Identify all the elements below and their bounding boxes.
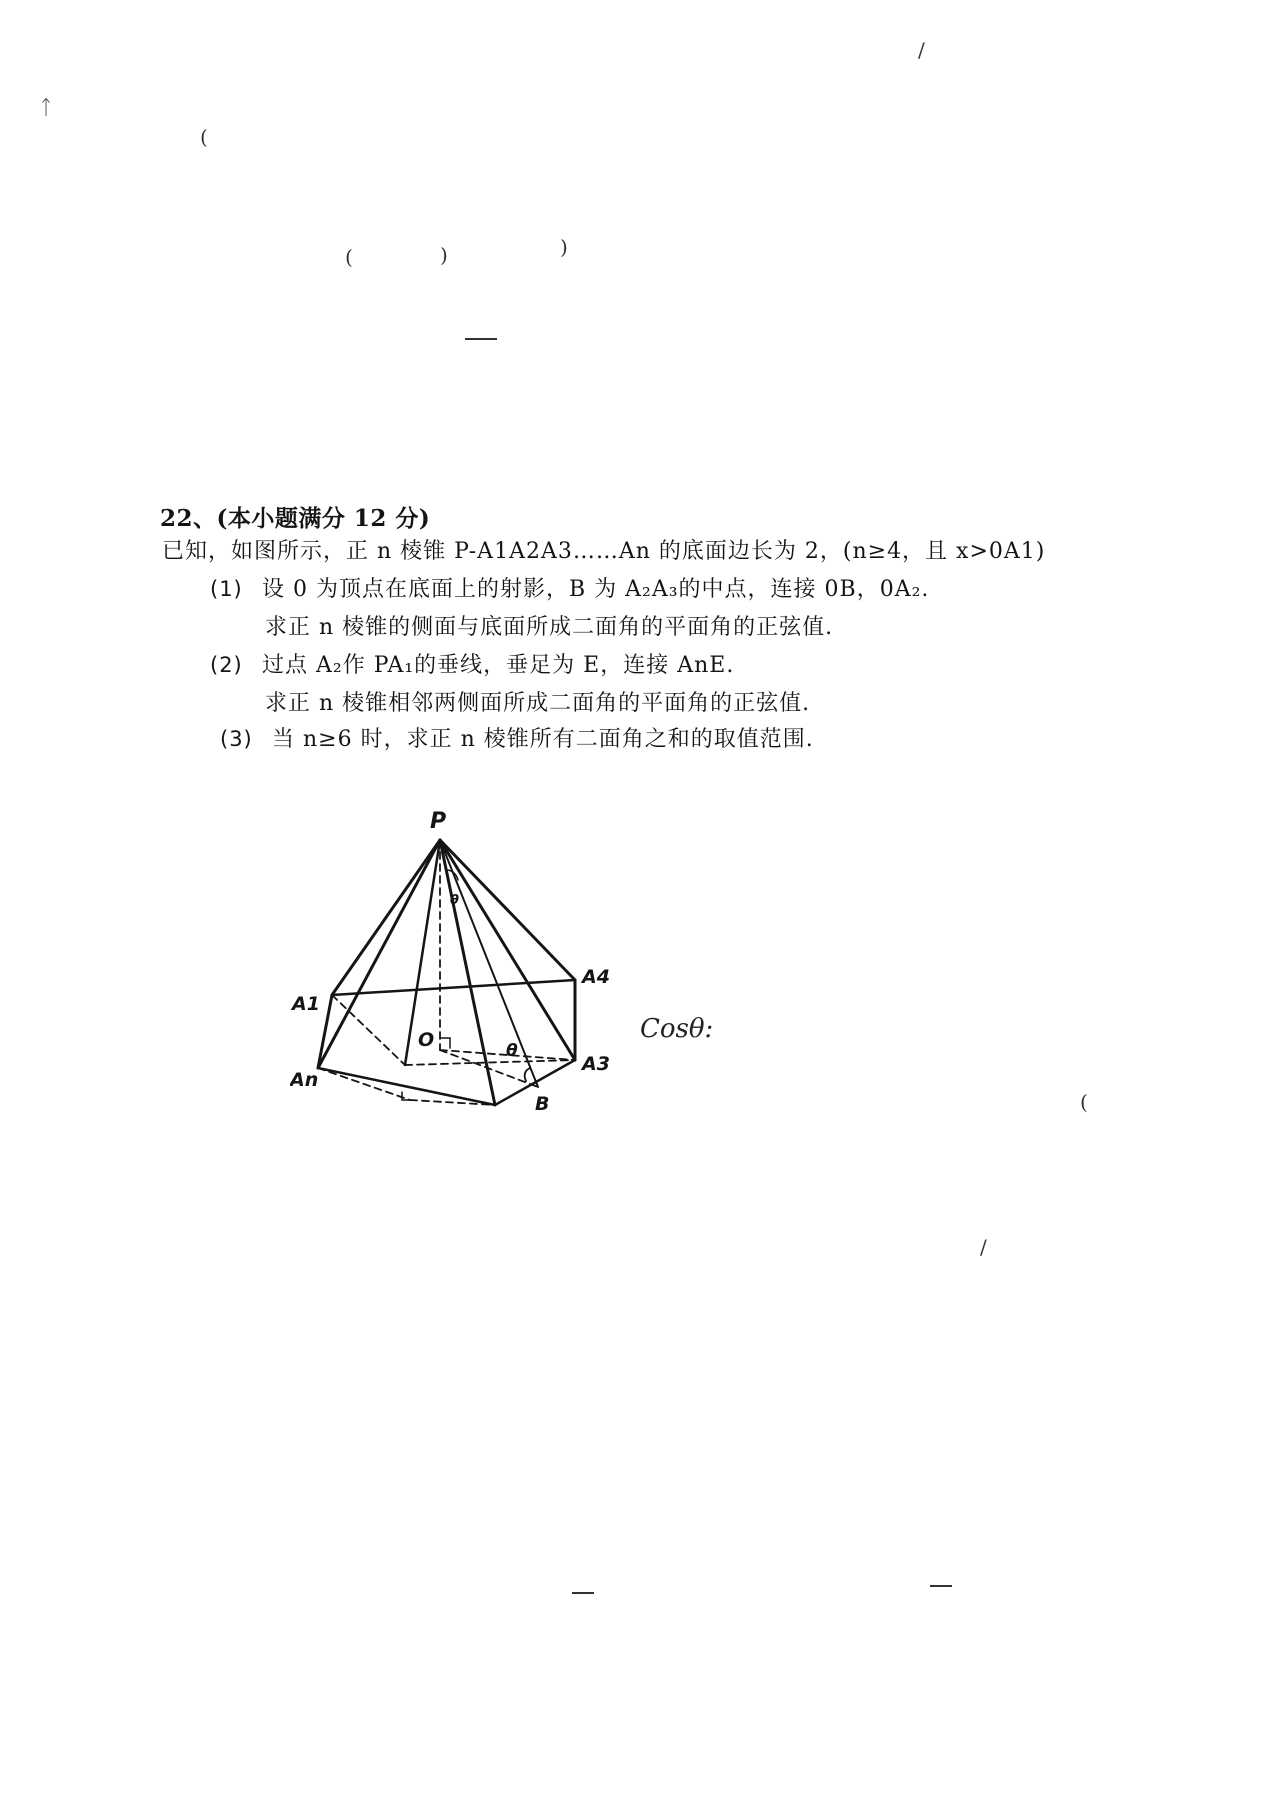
part-2-line-1 xyxy=(210,648,734,679)
scan-mark: ( xyxy=(1080,1090,1088,1114)
line-back xyxy=(332,995,405,1065)
edge-p-a3 xyxy=(440,840,575,1060)
part-1-line-1 xyxy=(210,572,929,603)
line-a3-back xyxy=(405,1060,575,1065)
handwritten-cos-note: Cosθ: xyxy=(640,1014,714,1044)
part-number: (2) xyxy=(210,653,243,677)
label-p: P xyxy=(430,809,447,834)
question-title: 22、(本小题满分 12 分) xyxy=(160,505,431,532)
part-number: (3) xyxy=(220,727,253,751)
label-theta: θ xyxy=(506,1041,518,1061)
part-3-line-1 xyxy=(220,722,814,753)
base-a1-a4 xyxy=(332,980,575,995)
scan-mark: / xyxy=(980,1235,987,1259)
scan-dash xyxy=(572,1592,594,1594)
scan-mark: ( xyxy=(345,245,353,269)
edge-p-a4 xyxy=(440,840,575,980)
scan-dash xyxy=(465,338,497,340)
part-text: 过点 A₂作 PA₁的垂线，垂足为 E，连接 AnE. xyxy=(262,653,735,678)
label-b: B xyxy=(535,1093,550,1115)
part-text: 当 n≥6 时，求正 n 棱锥所有二面角之和的取值范围. xyxy=(272,727,814,752)
scan-mark: ᛏ xyxy=(40,95,52,119)
edge-pb xyxy=(440,840,538,1087)
label-a1: A1 xyxy=(292,993,320,1015)
label-o: O xyxy=(418,1029,435,1051)
label-a4: A4 xyxy=(582,966,610,988)
scan-dash xyxy=(930,1585,952,1587)
scan-mark: ) xyxy=(440,243,448,267)
scan-mark: / xyxy=(918,38,925,62)
edge-p-a1 xyxy=(332,840,440,995)
label-a3: A3 xyxy=(582,1053,610,1075)
label-theta-top: θ xyxy=(450,893,459,908)
angle-theta-arc xyxy=(525,1068,530,1081)
scan-mark: ( xyxy=(200,125,208,149)
right-angle-o xyxy=(440,1038,450,1048)
scan-mark: ) xyxy=(560,235,568,259)
pyramid-figure xyxy=(290,800,650,1140)
question-stem: 已知，如图所示，正 n 棱锥 P-A1A2A3……An 的底面边长为 2，(n≥4，且 x>0A1) xyxy=(162,539,1046,564)
part-1-line-2: 求正 n 棱锥的侧面与底面所成二面角的平面角的正弦值. xyxy=(265,615,834,640)
part-text: 设 0 为顶点在底面上的射影，B 为 A₂A₃的中点，连接 0B，0A₂. xyxy=(262,577,930,602)
part-2-line-2: 求正 n 棱锥相邻两侧面所成二面角的平面角的正弦值. xyxy=(265,691,811,716)
part-number: (1) xyxy=(210,577,243,601)
label-an: An xyxy=(290,1069,319,1091)
edge-p-front xyxy=(440,840,495,1105)
